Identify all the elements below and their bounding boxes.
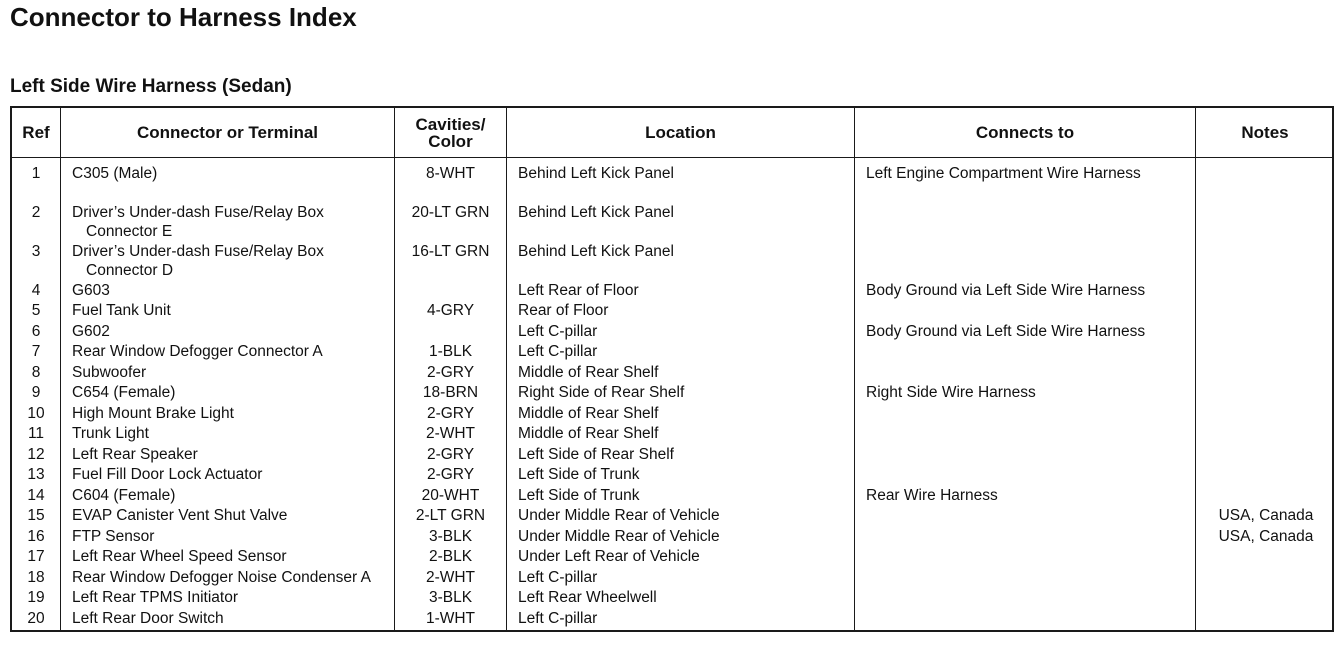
connector-name: C305 (Male)	[72, 165, 158, 182]
cell-ref: 3	[31, 243, 41, 260]
cell-notes: USA, Canada	[1218, 507, 1314, 524]
cell-connects-to: Body Ground via Left Side Wire Harness	[866, 282, 1146, 299]
connector-name: C604 (Female)	[72, 487, 176, 504]
connector-name: Rear Window Defogger Connector A	[72, 343, 323, 360]
header-divider	[12, 157, 1332, 158]
cell-cavities-color: 2-BLK	[428, 548, 473, 565]
cell-location: Rear of Floor	[518, 302, 609, 319]
cell-connector	[72, 527, 392, 546]
cell-connects-to: Body Ground via Left Side Wire Harness	[866, 323, 1146, 340]
cell-ref: 18	[27, 569, 45, 586]
cell-cavities-color: 16-LT GRN	[411, 243, 490, 260]
cell-connector	[72, 301, 392, 320]
cell-connector	[72, 383, 392, 402]
cell-connector	[72, 404, 392, 423]
header-cavities-line2: Color	[428, 131, 473, 151]
cell-location: Middle of Rear Shelf	[518, 405, 659, 422]
harness-index-table	[10, 106, 1334, 632]
cell-location: Left Side of Rear Shelf	[518, 446, 674, 463]
cell-ref: 17	[27, 548, 45, 565]
cell-connector	[72, 242, 392, 280]
cell-cavities-color: 1-WHT	[425, 610, 476, 627]
cell-ref: 12	[27, 446, 45, 463]
cell-cavities-color: 2-GRY	[426, 466, 475, 483]
column-divider	[506, 108, 507, 630]
cell-ref: 1	[31, 165, 41, 182]
cell-connector	[72, 445, 392, 464]
connector-name-continued: Connector D	[86, 262, 174, 279]
cell-connector	[72, 547, 392, 566]
cell-cavities-color: 3-BLK	[428, 589, 473, 606]
cell-ref: 2	[31, 204, 41, 221]
cell-connector	[72, 609, 392, 628]
cell-ref: 5	[31, 302, 41, 319]
connector-name: High Mount Brake Light	[72, 405, 234, 422]
connector-name-continued: Connector E	[86, 223, 173, 240]
cell-cavities-color: 4-GRY	[426, 302, 475, 319]
connector-name: Left Rear Wheel Speed Sensor	[72, 548, 287, 565]
cell-cavities-color: 2-WHT	[425, 569, 476, 586]
cell-location: Under Left Rear of Vehicle	[518, 548, 700, 565]
cell-cavities-color: 2-WHT	[425, 425, 476, 442]
connector-name: Rear Window Defogger Noise Condenser A	[72, 569, 371, 586]
cell-location: Left Rear Wheelwell	[518, 589, 657, 606]
cell-location: Left Rear of Floor	[518, 282, 639, 299]
cell-location: Right Side of Rear Shelf	[518, 384, 685, 401]
cell-location: Under Middle Rear of Vehicle	[518, 528, 720, 545]
cell-cavities-color: 2-GRY	[426, 405, 475, 422]
connector-name: Left Rear TPMS Initiator	[72, 589, 238, 606]
cell-connector	[72, 588, 392, 607]
header-cavities-line1: Cavities/	[415, 114, 486, 134]
cell-location: Middle of Rear Shelf	[518, 425, 659, 442]
cell-location: Under Middle Rear of Vehicle	[518, 507, 720, 524]
cell-connector	[72, 281, 392, 300]
cell-cavities-color: 1-BLK	[428, 343, 473, 360]
header-location: Location	[645, 123, 716, 142]
cell-location: Middle of Rear Shelf	[518, 364, 659, 381]
cell-cavities-color: 2-GRY	[426, 446, 475, 463]
connector-name: Left Rear Speaker	[72, 446, 198, 463]
cell-connects-to: Rear Wire Harness	[866, 487, 998, 504]
cell-connector	[72, 568, 392, 587]
section-subtitle: Left Side Wire Harness (Sedan)	[10, 76, 292, 97]
cell-cavities-color: 2-LT GRN	[415, 507, 486, 524]
connector-name: C654 (Female)	[72, 384, 176, 401]
cell-connects-to: Left Engine Compartment Wire Harness	[866, 165, 1141, 182]
cell-ref: 15	[27, 507, 45, 524]
connector-name: G603	[72, 282, 110, 299]
page-title: Connector to Harness Index	[10, 2, 357, 32]
header-connects-to: Connects to	[975, 123, 1075, 142]
cell-ref: 19	[27, 589, 45, 606]
cell-location: Behind Left Kick Panel	[518, 243, 674, 260]
cell-ref: 20	[27, 610, 45, 627]
cell-ref: 13	[27, 466, 45, 483]
connector-name: Left Rear Door Switch	[72, 610, 224, 627]
cell-ref: 11	[27, 425, 45, 442]
cell-connector	[72, 486, 392, 505]
cell-ref: 9	[31, 384, 41, 401]
cell-ref: 8	[31, 364, 41, 381]
connector-name: Driver’s Under-dash Fuse/Relay Box	[72, 204, 324, 221]
header-connector: Connector or Terminal	[136, 123, 319, 142]
cell-notes: USA, Canada	[1218, 528, 1314, 545]
connector-name: Fuel Tank Unit	[72, 302, 171, 319]
cell-location: Left C-pillar	[518, 569, 598, 586]
cell-location: Left C-pillar	[518, 343, 598, 360]
cell-connector	[72, 322, 392, 341]
cell-location: Left C-pillar	[518, 323, 598, 340]
header-ref: Ref	[22, 123, 50, 142]
header-cavities	[395, 108, 506, 157]
cell-location: Behind Left Kick Panel	[518, 204, 674, 221]
cell-ref: 7	[31, 343, 41, 360]
cell-ref: 16	[27, 528, 45, 545]
cell-connector	[72, 203, 392, 241]
cell-connector	[72, 465, 392, 484]
connector-name: G602	[72, 323, 110, 340]
cell-ref: 14	[27, 487, 45, 504]
cell-connector	[72, 342, 392, 361]
cell-cavities-color: 20-LT GRN	[411, 204, 490, 221]
cell-ref: 6	[31, 323, 41, 340]
cell-connector	[72, 363, 392, 382]
connector-name: FTP Sensor	[72, 528, 155, 545]
column-divider	[1195, 108, 1196, 630]
column-divider	[854, 108, 855, 630]
column-divider	[60, 108, 61, 630]
header-notes: Notes	[1241, 123, 1289, 142]
cell-location: Left C-pillar	[518, 610, 598, 627]
cell-ref: 10	[27, 405, 45, 422]
cell-connects-to: Right Side Wire Harness	[866, 384, 1036, 401]
cell-connector	[72, 506, 392, 525]
connector-name: Fuel Fill Door Lock Actuator	[72, 466, 263, 483]
cell-cavities-color: 3-BLK	[428, 528, 473, 545]
cell-cavities-color: 18-BRN	[422, 384, 479, 401]
cell-location: Behind Left Kick Panel	[518, 165, 674, 182]
connector-name: Trunk Light	[72, 425, 149, 442]
cell-location: Left Side of Trunk	[518, 466, 640, 483]
cell-cavities-color: 8-WHT	[425, 165, 476, 182]
cell-connector	[72, 424, 392, 443]
cell-location: Left Side of Trunk	[518, 487, 640, 504]
cell-cavities-color: 20-WHT	[421, 487, 480, 504]
connector-name: Driver’s Under-dash Fuse/Relay Box	[72, 243, 324, 260]
cell-connector	[72, 164, 392, 183]
cell-ref: 4	[31, 282, 41, 299]
cell-cavities-color: 2-GRY	[426, 364, 475, 381]
connector-name: EVAP Canister Vent Shut Valve	[72, 507, 288, 524]
connector-name: Subwoofer	[72, 364, 147, 381]
